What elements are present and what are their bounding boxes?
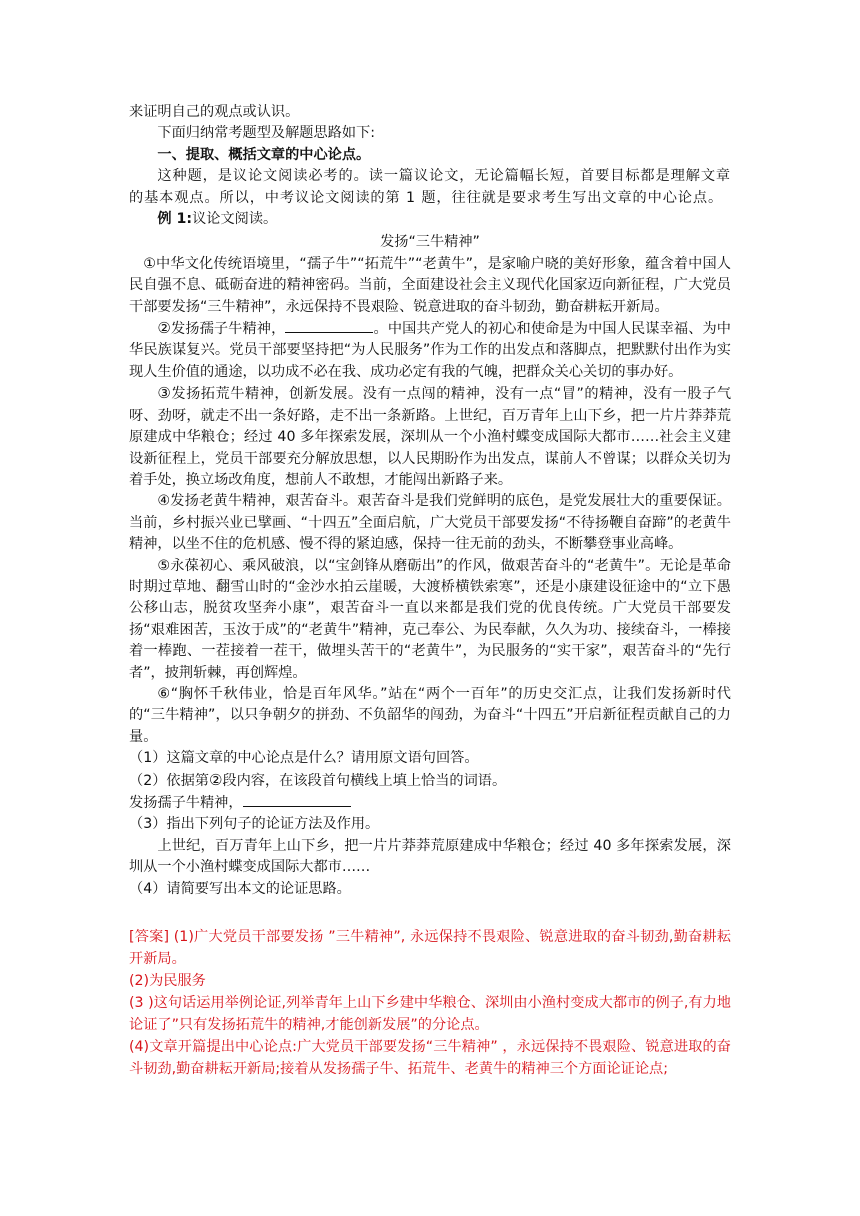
question-2-fill-label: 发扬孺子牛精神， <box>129 795 243 811</box>
article-title: 发扬“三牛精神” <box>380 234 480 251</box>
section-heading: 一、提取、概括文章的中心论点。 <box>157 146 371 163</box>
question-2-tail: 段内容，在该段首句横线上填上恰当的词语。 <box>222 772 507 789</box>
question-4: （4）请简要写出本文的论证思路。 <box>129 880 351 897</box>
example-label: 例 1: <box>157 211 193 228</box>
article-paragraph-6: ⑥“胸怀千秋伟业，恰是百年风华。”站在“两个一百年”的历史交汇点，让我们发扬新时代的“三牛精神”，以只争朝夕的拼劲、不负韶华的闯劲，为奋斗“十四五”开启新征程贡献自己的力量。 <box>129 685 731 745</box>
example-text: 议论文阅读。 <box>192 211 278 228</box>
intro-description: 这种题，是议论文阅读必考的。读一篇议论文，无论篇幅长短，首要目标都是理解文章的基本观点。所以，中考议论文阅读的第 1 题，往往就是要求考生写出文章的中心论点。 <box>129 168 731 206</box>
answer-3: (3 )这句话运用举例论证,列举青年上山下乡建中华粮仓、深圳由小渔村变成大都市的例子,有力地论证了”只有发扬拓荒牛的精神,才能创新发展”的分论点。 <box>129 995 731 1034</box>
article-paragraph-2 <box>129 318 731 383</box>
example-line <box>129 209 731 230</box>
paragraph-3-body: 发扬拓荒牛精神，创新发展。没有一点闯的精神，没有一点“冒”的精神，没有一股子气呀、劲呀，就走不出一条好路，走不出一条新路。上世纪，百万青年上山下乡，把一片片莽莽荒原建成中华粮仓；经过 40 多年探索发展，深圳从一个小渔村蝶变成国际大都市……社会主义建设新征程上，党员干部要充分解放思想，以人民期盼作为出发点，谋前人不曾谋；以群众关切为着手处，换立场改角度，想前人不敢想，才能闯出新路子来。 <box>129 386 732 488</box>
questions <box>129 748 731 900</box>
intro-line-2: 下面归纳常考题型及解题思路如下: <box>157 125 375 142</box>
document-body <box>129 102 731 1080</box>
fill-blank-line[interactable] <box>285 318 373 333</box>
answer-blank-line[interactable] <box>243 792 351 807</box>
question-3-quote: 上世纪，百万青年上山下乡，把一片片莽莽荒原建成中华粮仓；经过 40 多年探索发展，深圳从一个小渔村蝶变成国际大都市…… <box>129 837 731 876</box>
question-2-number: ② <box>208 770 223 789</box>
article-paragraph-3 <box>129 383 731 491</box>
paragraph-2-body: 。中国共产党人的初心和使命是为中国人民谋幸福、为中华民族谋复兴。党员干部要坚持把“为人民服务”作为工作的出发点和落脚点，把默默付出作为实现人生价值的通途，以功成不必在我、成功必定有我的气魄，把群众关心关切的事办好。 <box>129 321 731 380</box>
question-2 <box>129 770 731 792</box>
question-2-fill <box>129 792 731 814</box>
answer-4: (4)文章开篇提出中心论点:广大党员干部要发扬“三牛精神” ，永远保持不畏艰险、锐意进取的奋斗韧劲,勤奋耕耘开新局;接着从发扬孺子牛、拓荒牛、老黄牛的精神三个方面论证论点; <box>129 1039 731 1078</box>
intro-line-1: 来证明自己的观点或认识。 <box>129 104 300 120</box>
article-paragraph-4: ④发扬老黄牛精神，艰苦奋斗。艰苦奋斗是我们党鲜明的底色，是党发展壮大的重要保证。当前，乡村振兴业已擘画、“十四五”全面启航，广大党员干部要发扬“不待扬鞭自奋蹄”的老黄牛精神，以坐不住的危机感、慢不得的紧迫感，保持一往无前的劲头，不断攀登事业高峰。 <box>129 493 731 553</box>
paragraph-number-3: ③ <box>157 384 172 403</box>
answer-1: [答案] (1)广大党员干部要发扬 ”三牛精神”, 永远保持不畏艰险、锐意进取的奋斗韧劲,勤奋耕耘开新局。 <box>129 929 731 968</box>
article-paragraph-1: ①中华文化传统语境里，“孺子牛”“拓荒牛”“老黄牛”，是家喻户晓的美好形象，蕴含着中国人民自强不息、砥砺奋进的精神密码。当前，全面建设社会主义现代化国家迈向新征程，广大党员干部要发扬“三牛精神”，永远保持不畏艰险、锐意进取的奋斗韧劲，勤奋耕耘开新局。 <box>129 255 731 315</box>
question-1: （1）这篇文章的中心论点是什么？请用原文语句回答。 <box>129 750 479 767</box>
paragraph-number-2: ② <box>157 319 171 338</box>
answer-2: (2)为民服务 <box>129 973 206 990</box>
article-paragraph-5: ⑤永葆初心、乘风破浪，以“宝剑锋从磨砺出”的作风，做艰苦奋斗的“老黄牛”。无论是革命时期过草地、翻雪山时的“金沙水拍云崖暖，大渡桥横铁索寒”，还是小康建设征途中的“立下愚公移山志，脱贫攻坚奔小康”，艰苦奋斗一直以来都是我们党的优良传统。广大党员干部要发扬“艰难困苦，玉汝于成”的“老黄牛”精神，克己奉公、为民奉献，久久为功、接续奋斗，一棒接着一棒跑、一茬接着一茬干，做埋头苦干的“老黄牛”，为民服务的“实干家”，艰苦奋斗的“先行者”，披荆斩棘，再创辉煌。 <box>129 557 731 681</box>
question-2-lead: （2）依据第 <box>129 772 209 789</box>
answers <box>129 926 731 1080</box>
question-3: （3）指出下列句子的论证方法及作用。 <box>129 816 380 833</box>
paragraph-2-lead: 发扬孺子牛精神， <box>170 321 286 338</box>
